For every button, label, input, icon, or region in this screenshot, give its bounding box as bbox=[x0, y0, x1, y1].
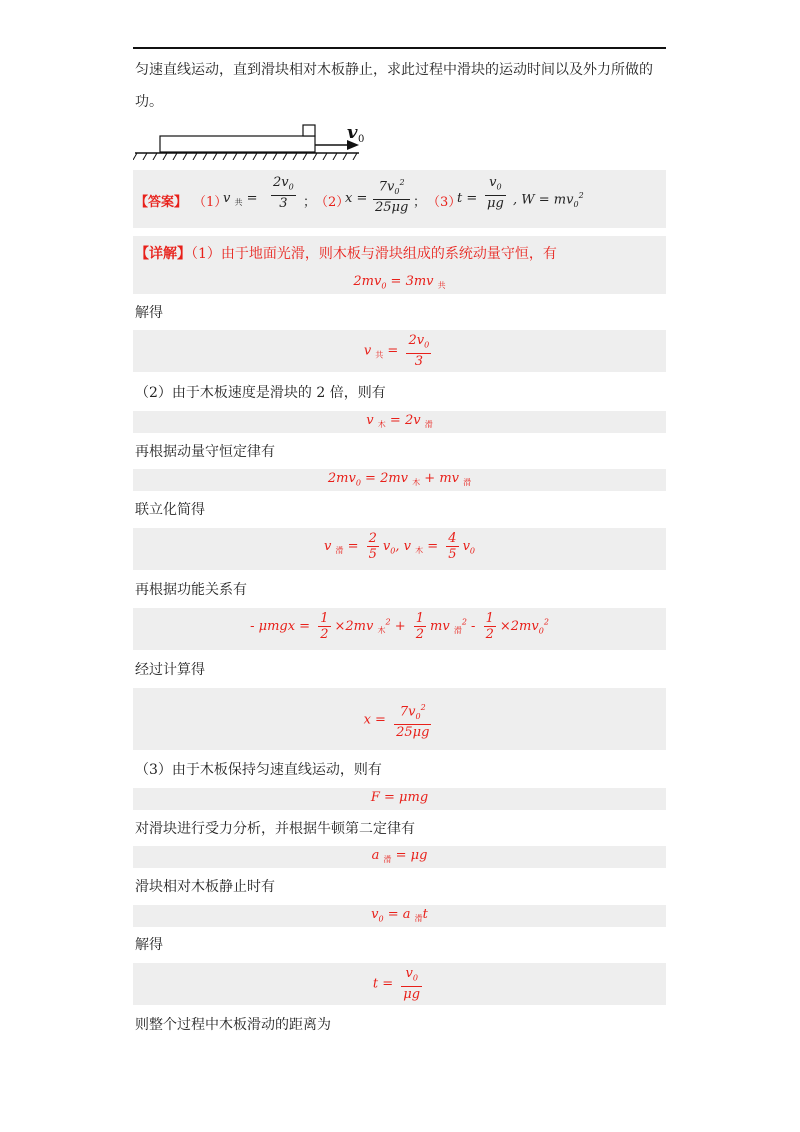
step-rest: 滑块相对木板静止时有 bbox=[135, 879, 275, 895]
detail-intro: （1）由于地面光滑，则木板与滑块组成的系统动量守恒，有 bbox=[191, 246, 557, 262]
detail-tag: 【详解】 bbox=[135, 246, 191, 262]
answer-tag: 【答案】 bbox=[135, 195, 188, 210]
answer-part-1: （1） bbox=[193, 195, 228, 210]
step-newton: 对滑块进行受力分析，并根据牛顿第二定律有 bbox=[135, 821, 415, 837]
step-solve-2: 解得 bbox=[135, 937, 163, 953]
problem-line-1: 匀速直线运动，直到滑块相对木板静止，求此过程中滑块的运动时间以及外力所做的 bbox=[135, 62, 653, 78]
step-momentum: 再根据动量守恒定律有 bbox=[135, 444, 275, 460]
eq-energy: - μmgx = $\frac{1}{2}$ ×2mv $_木^2$ + $\frac{1}{2}$ mv $_滑^2$ - $\frac{1}{2}$ $\times 2mv_0^2$ bbox=[250, 611, 549, 642]
eq-v-board: v $_木$ = 2v $_滑$ bbox=[366, 413, 433, 429]
detail-line bbox=[135, 244, 557, 264]
board bbox=[160, 136, 315, 152]
eq-v-common: v $_共$ = $\frac{2v_0}{3}$ bbox=[363, 333, 430, 369]
step-calc: 经过计算得 bbox=[135, 662, 205, 678]
eq-x: x = $\frac{7v_0^2}{25\mu g}$ bbox=[363, 703, 430, 740]
step-part-2: （2）由于木板速度是滑块的 2 倍，则有 bbox=[135, 385, 386, 401]
top-rule bbox=[133, 47, 666, 49]
step-simplify: 联立化简得 bbox=[135, 502, 205, 518]
answer-part-3: （3） bbox=[427, 195, 462, 210]
eq-force: F = μmg bbox=[370, 790, 429, 805]
eq-acceleration: a $_滑$ = μg bbox=[371, 848, 428, 864]
step-distance: 则整个过程中木板滑动的距离为 bbox=[135, 1017, 331, 1033]
svg-text:0: 0 bbox=[358, 134, 365, 145]
answer-part-2: （2） bbox=[315, 195, 350, 210]
velocity-label: v bbox=[347, 122, 358, 143]
eq-v0: $v_0 = a$ $_滑$t bbox=[371, 907, 428, 924]
step-part-3: （3）由于木板保持匀速直线运动，则有 bbox=[135, 762, 382, 778]
step-energy: 再根据功能关系有 bbox=[135, 582, 247, 598]
eq-momentum-2: $2mv_0 = 2mv$ $_木$ + mv $_滑$ bbox=[327, 471, 472, 488]
answer-row: 【答案】 （1） v $_共$ = $\frac{2v_0}{3}$ ； （2） x = $\frac{7v_0^2}{25\mu g}$ ； （3） t = $\frac{v_0}{\mu g}$ , $W = mv_0^2$ bbox=[135, 175, 584, 215]
board-block-figure bbox=[133, 118, 393, 160]
problem-line-2: 功。 bbox=[135, 94, 163, 110]
eq-momentum-1: $2mv_0 = 3mv$ $_共$ bbox=[353, 274, 446, 291]
eq-velocities: v $_滑$ = $\frac{2}{5}$ $v_0$, v $_木$ = $\frac{4}{5}$ $v_0$ bbox=[323, 531, 476, 562]
eq-t: t = $\frac{v_0}{\mu g}$ bbox=[372, 966, 421, 1002]
block bbox=[303, 125, 315, 136]
step-solve-1: 解得 bbox=[135, 305, 163, 321]
